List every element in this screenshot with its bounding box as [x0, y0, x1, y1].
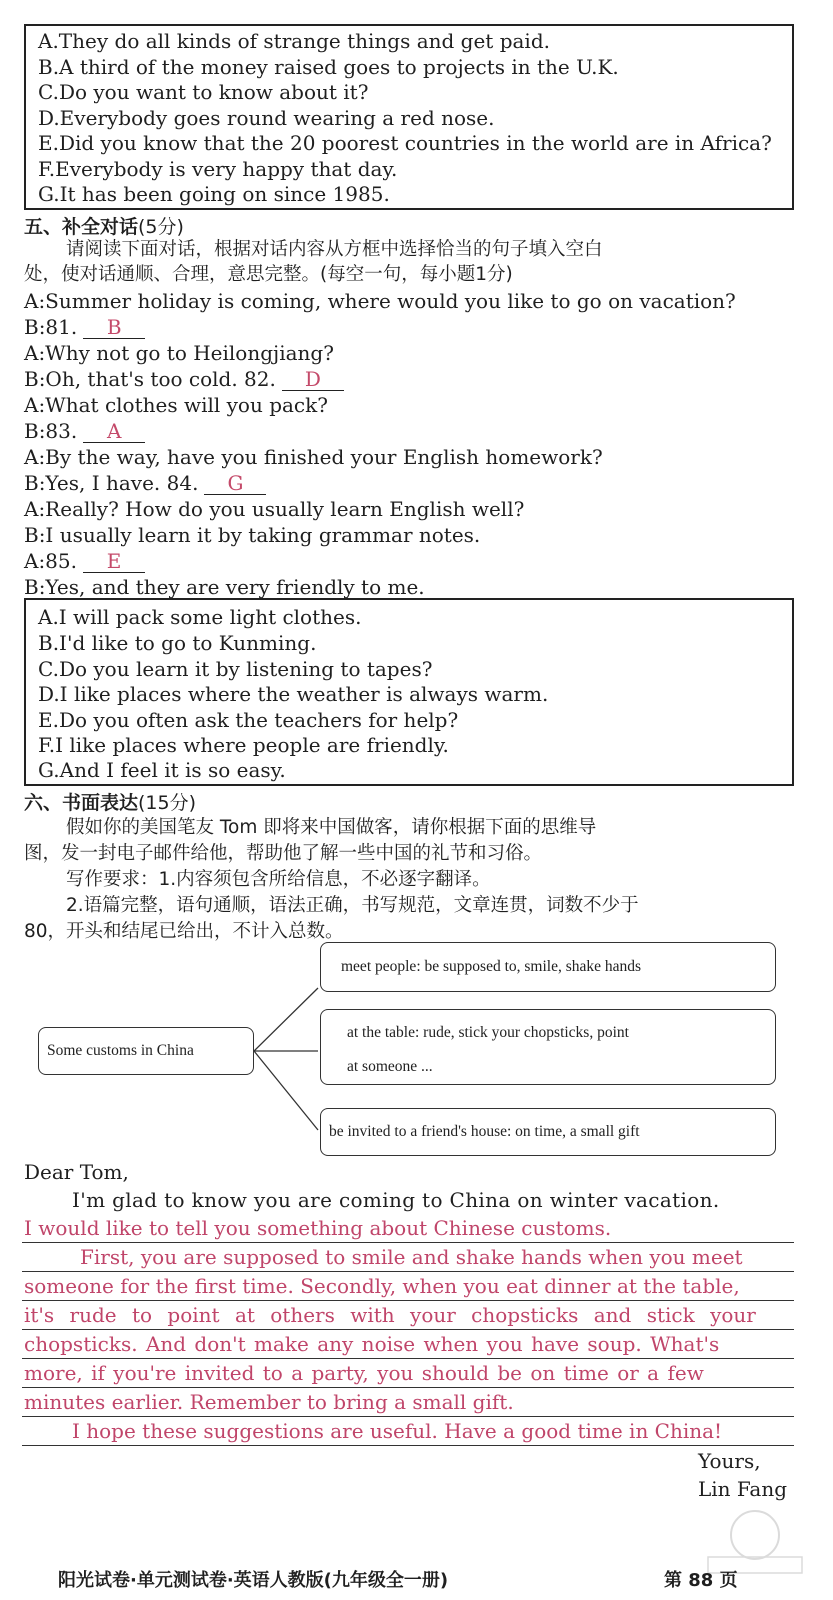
- mindmap-branch-2-label-cont: at someone ...: [347, 1058, 433, 1075]
- answer-84[interactable]: G: [204, 472, 266, 495]
- essay-line: I hope these suggestions are useful. Have a good time in China!: [72, 1419, 723, 1443]
- box2-option-e: E.Do you often ask the teachers for help?: [38, 708, 459, 732]
- section6-requirement-2-cont: 80，开头和结尾已给出，不计入总数。: [24, 921, 344, 942]
- writing-rule: [22, 1242, 794, 1243]
- dialogue-text: A:By the way, have you finished your English homework?: [24, 445, 603, 469]
- box1-option-g: G.It has been going on since 1985.: [38, 182, 390, 206]
- box2-option-d: D.I like places where the weather is always warm.: [38, 682, 549, 706]
- section6-score: (15分): [138, 792, 197, 814]
- box2-option-c: C.Do you learn it by listening to tapes?: [38, 657, 433, 681]
- writing-rule: [22, 1271, 794, 1272]
- essay-line: someone for the first time. Secondly, when you eat dinner at the table,: [24, 1274, 740, 1298]
- section5-title: 五、补全对话: [24, 216, 139, 238]
- essay-line: I would like to tell you something about Chinese customs.: [24, 1216, 612, 1240]
- answer-83[interactable]: A: [83, 420, 145, 443]
- dialogue-text: A:Summer holiday is coming, where would you like to go on vacation?: [24, 289, 736, 313]
- dialogue-text: B:Yes, and they are very friendly to me.: [24, 575, 425, 599]
- essay-line: it's rude to point at others with your chopsticks and stick your: [24, 1303, 756, 1327]
- section5-score: (5分): [138, 216, 184, 238]
- dialogue-text: A:85.: [24, 549, 77, 573]
- letter-signature: Lin Fang: [698, 1477, 788, 1501]
- section6-instruction-1: 假如你的美国笔友 Tom 即将来中国做客，请你根据下面的思维导: [66, 817, 597, 838]
- writing-rule: [22, 1300, 794, 1301]
- box1-option-e: E.Did you know that the 20 poorest countries in the world are in Africa?: [38, 131, 772, 155]
- dialogue-text: B:Yes, I have. 84.: [24, 471, 199, 495]
- essay-line: chopsticks. And don't make any noise when you have soup. What's: [24, 1332, 720, 1356]
- box2-option-f: F.I like places where people are friendly.: [38, 733, 449, 757]
- writing-rule: [22, 1416, 794, 1417]
- box2-option-b: B.I'd like to go to Kunming.: [38, 631, 317, 655]
- writing-rule: [22, 1445, 794, 1446]
- dialogue-text: B:Oh, that's too cold. 82.: [24, 367, 276, 391]
- box1-option-f: F.Everybody is very happy that day.: [38, 157, 398, 181]
- mindmap-center: [38, 1027, 254, 1075]
- dialogue-text: A:Really? How do you usually learn English well?: [24, 497, 525, 521]
- mindmap-branch-1-label: meet people: be supposed to, smile, shake hands: [341, 958, 642, 975]
- section6-requirement-2: 2.语篇完整，语句通顺，语法正确，书写规范，文章连贯，词数不少于: [66, 895, 639, 916]
- essay-line: First, you are supposed to smile and shake hands when you meet: [80, 1245, 743, 1269]
- box1-option-b: B.A third of the money raised goes to projects in the U.K.: [38, 55, 619, 79]
- section6-title: 六、书面表达: [24, 792, 139, 814]
- dialogue-text: B:81.: [24, 315, 78, 339]
- letter-intro: I'm glad to know you are coming to China on winter vacation.: [72, 1188, 720, 1212]
- footer-title: 阳光试卷·单元测试卷·英语人教版(九年级全一册): [58, 1570, 449, 1591]
- mindmap-branch-meet-people: [320, 942, 776, 992]
- dialogue-text: B:83.: [24, 419, 78, 443]
- dialogue-text: B:I usually learn it by taking grammar notes.: [24, 523, 481, 547]
- letter-closing: Yours,: [698, 1449, 761, 1473]
- box1-option-d: D.Everybody goes round wearing a red nose.: [38, 106, 495, 130]
- section5-instruction-2: 处，使对话通顺、合理，意思完整。(每空一句，每小题1分): [24, 264, 513, 285]
- essay-line: minutes earlier. Remember to bring a small gift.: [24, 1390, 514, 1414]
- dialogue-text: A:What clothes will you pack?: [24, 393, 328, 417]
- mindmap-branch-3-label: be invited to a friend's house: on time, a small gift: [329, 1123, 640, 1140]
- mindmap-branch-2-label: at the table: rude, stick your chopsticks, point: [347, 1024, 629, 1041]
- mindmap-center-label: Some customs in China: [47, 1042, 194, 1059]
- section5-instruction-1: 请阅读下面对话，根据对话内容从方框中选择恰当的句子填入空白: [66, 239, 603, 260]
- answer-81[interactable]: B: [83, 316, 145, 339]
- answer-82[interactable]: D: [282, 368, 344, 391]
- writing-rule: [22, 1358, 794, 1359]
- letter-greeting: Dear Tom,: [24, 1160, 129, 1184]
- mindmap-branch-table: [320, 1009, 776, 1085]
- box2-option-g: G.And I feel it is so easy.: [38, 758, 286, 782]
- section6-requirement-1: 写作要求：1.内容须包含所给信息，不必逐字翻译。: [66, 869, 491, 890]
- writing-rule: [22, 1329, 794, 1330]
- essay-line: more, if you're invited to a party, you should be on time or a few: [24, 1361, 704, 1385]
- box1-option-c: C.Do you want to know about it?: [38, 80, 369, 104]
- page-number: 第 88 页: [664, 1570, 738, 1591]
- dialogue-text: A:Why not go to Heilongjiang?: [24, 341, 334, 365]
- mindmap-branch-invited: [320, 1108, 776, 1156]
- writing-rule: [22, 1387, 794, 1388]
- box1-option-a: A.They do all kinds of strange things and get paid.: [38, 29, 550, 53]
- answer-85[interactable]: E: [83, 550, 145, 573]
- box2-option-a: A.I will pack some light clothes.: [38, 605, 362, 629]
- section6-instruction-2: 图，发一封电子邮件给他，帮助他了解一些中国的礼节和习俗。: [24, 843, 543, 864]
